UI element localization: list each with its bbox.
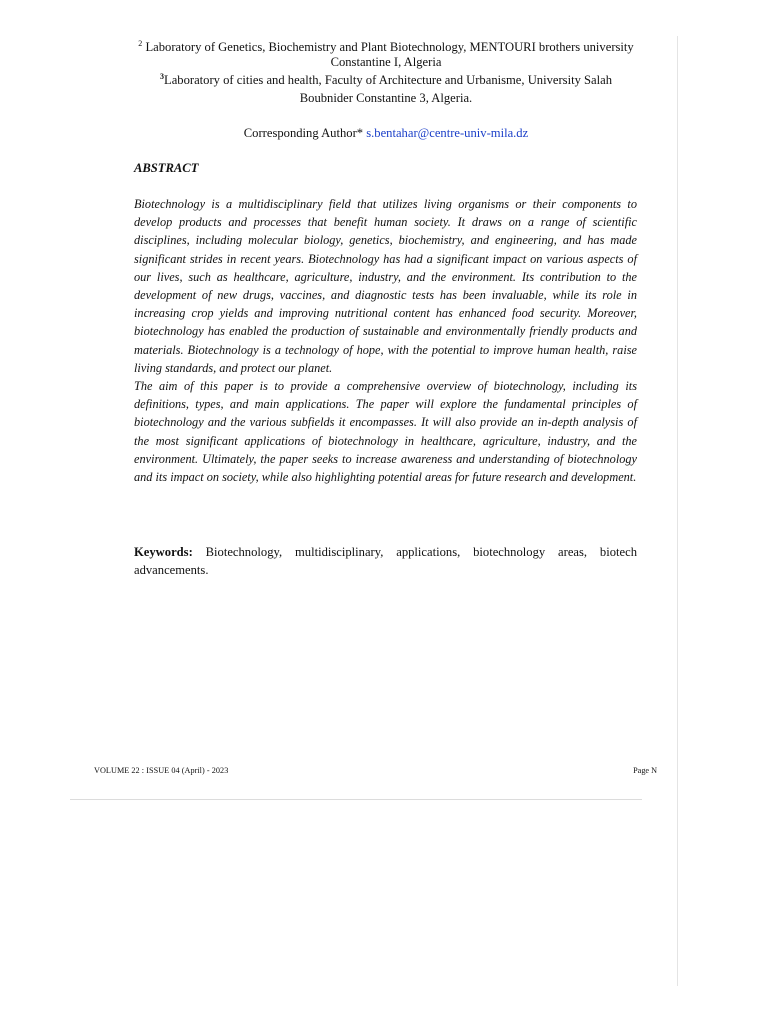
affiliation-2 [134, 40, 638, 70]
keywords [134, 543, 637, 579]
footer-divider [70, 799, 642, 800]
affiliation-3-text: Laboratory of cities and health, Faculty of Architecture and Urbanisme, University Salah Boubnider Constantine 3, Algeria. [164, 73, 612, 105]
corresponding-author-label: Corresponding Author* [243, 126, 364, 140]
corresponding-author [134, 125, 638, 141]
abstract-body [134, 195, 637, 486]
abstract-heading: ABSTRACT [134, 161, 199, 175]
keywords-label: Keywords: [134, 545, 193, 559]
keywords-text: Biotechnology, multidisciplinary, applications, biotechnology areas, biotech advancements. [134, 545, 637, 578]
affiliation-2-text: Laboratory of Genetics, Biochemistry and Plant Biotechnology, MENTOURI brothers university Constantine I, Algeria [145, 40, 634, 69]
footer-volume: VOLUME 22 : ISSUE 04 (April) - 2023 [94, 766, 229, 775]
abstract-paragraph-1: Biotechnology is a multidisciplinary field that utilizes living organisms or their components to develop products and processes that benefit human society. It draws on a range of scientific disciplines, including molecular biology, genetics, biochemistry, and engineering, and has made significant strides in recent years. Biotechnology has had a significant impact on various aspects of our lives, such as healthcare, agriculture, industry, and the environment. Its contribution to the development of new drugs, vaccines, and diagnostic tests has been invaluable, while its role in increasing crop yields and improving nutritional content has enhanced food security. Moreover, biotechnology has enabled the production of sustainable and environmentally friendly products and materials. Biotechnology is a technology of hope, with the potential to improve human health, raise living standards, and protect our planet. [134, 197, 637, 375]
footer-page-number: Page N [633, 766, 657, 775]
affiliation-3-marker: 3 [160, 72, 164, 81]
affiliation-2-marker: 2 [138, 39, 143, 48]
page-edge-divider [677, 36, 678, 986]
corresponding-author-email-link[interactable]: s.bentahar@centre-univ-mila.dz [366, 126, 529, 140]
affiliation-3 [134, 71, 638, 107]
abstract-paragraph-2: The aim of this paper is to provide a comprehensive overview of biotechnology, including its definitions, types, and main applications. The paper will explore the fundamental principles of biotechnology and the various subfields it encompasses. It will also provide an in-depth analysis of the most significant applications of biotechnology in healthcare, agriculture, industry, and the environment. Ultimately, the paper seeks to increase awareness and understanding of biotechnology and its impact on society, while also highlighting potential areas for future research and development. [134, 379, 637, 485]
